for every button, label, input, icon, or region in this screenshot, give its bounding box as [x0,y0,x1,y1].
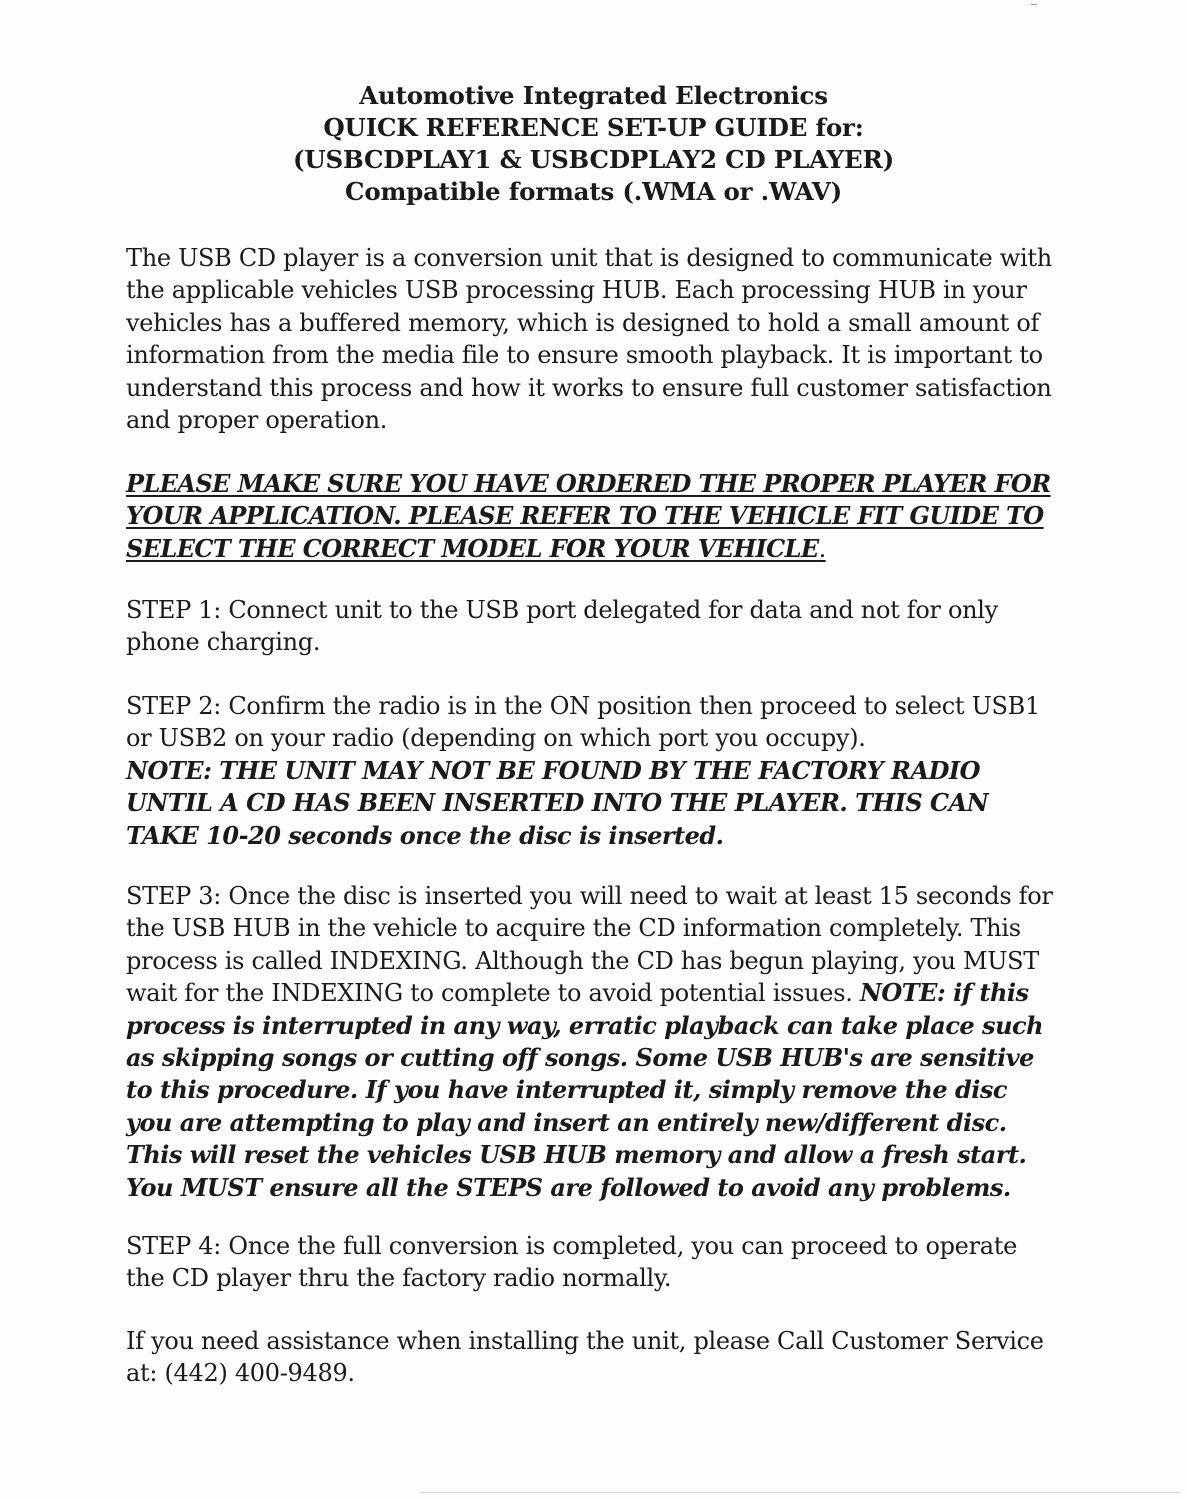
step-2-text: STEP 2: Confirm the radio is in the ON position then proceed to select USB1 or USB2 on your radio (depending on which port you occupy). [126,692,1040,753]
step-3-note: NOTE: if this process is interrupted in any way, erratic playback can take place such as skipping songs or cutting off songs. Some USB HUB's are sensitive to this procedure. If you have interrupted it, simply remove the disc you are attempting to play and insert an entirely new/different disc. This will reset the vehicles USB HUB memory and allow a fresh start. You MUST ensure all the STEPS are followed to avoid any problems. [126,978,1044,1202]
step-4: STEP 4: Once the full conversion is completed, you can proceed to operate the CD player thru the factory radio normally. [126,1232,1018,1293]
step-3 [126,880,1056,1204]
order-warning-period: . [818,534,826,563]
step-2-note: NOTE: THE UNIT MAY NOT BE FOUND BY THE FACTORY RADIO UNTIL A CD HAS BEEN INSERTED INTO THE PLAYER. THIS CAN TAKE 10-20 seconds once the disc is inserted. [126,755,989,850]
order-warning [126,468,1056,565]
step-3-text: STEP 3: Once the disc is inserted you will need to wait at least 15 seconds for the USB HUB in the vehicle to acquire the CD information completely. This process is called INDEXING. Although the CD has begun playing, you MUST wait for the INDEXING to complete to avoid potential issues. [126,882,1053,1008]
guide-title: QUICK REFERENCE SET-UP GUIDE for: [323,113,864,142]
order-warning-text: PLEASE MAKE SURE YOU HAVE ORDERED THE PROPER PLAYER FOR YOUR APPLICATION. PLEASE REFER TO THE VEHICLE FIT GUIDE TO SELECT THE CORRECT MODEL FOR YOUR VEHICLE [126,469,1051,563]
company-name: Automotive Integrated Electronics [359,81,828,110]
step-2 [126,690,1056,852]
scan-edge-line [420,1492,1180,1493]
document-header [0,80,1187,208]
step-1: STEP 1: Connect unit to the USB port delegated for data and not for only phone charging. [126,596,998,657]
scan-mark [1031,4,1037,5]
customer-service-contact: If you need assistance when installing the unit, please Call Customer Service at: (442) 400-9489. [126,1327,1044,1388]
compatible-formats: Compatible formats (.WMA or .WAV) [345,177,842,206]
intro-paragraph: The USB CD player is a conversion unit that is designed to communicate with the applicable vehicles USB processing HUB. Each processing HUB in your vehicles has a buffered memory, which is designed to hold a small amount of information from the media file to ensure smooth playback. It is important to understand this process and how it works to ensure full customer satisfaction and proper operation. [126,244,1052,435]
product-models: (USBCDPLAY1 & USBCDPLAY2 CD PLAYER) [292,145,894,174]
